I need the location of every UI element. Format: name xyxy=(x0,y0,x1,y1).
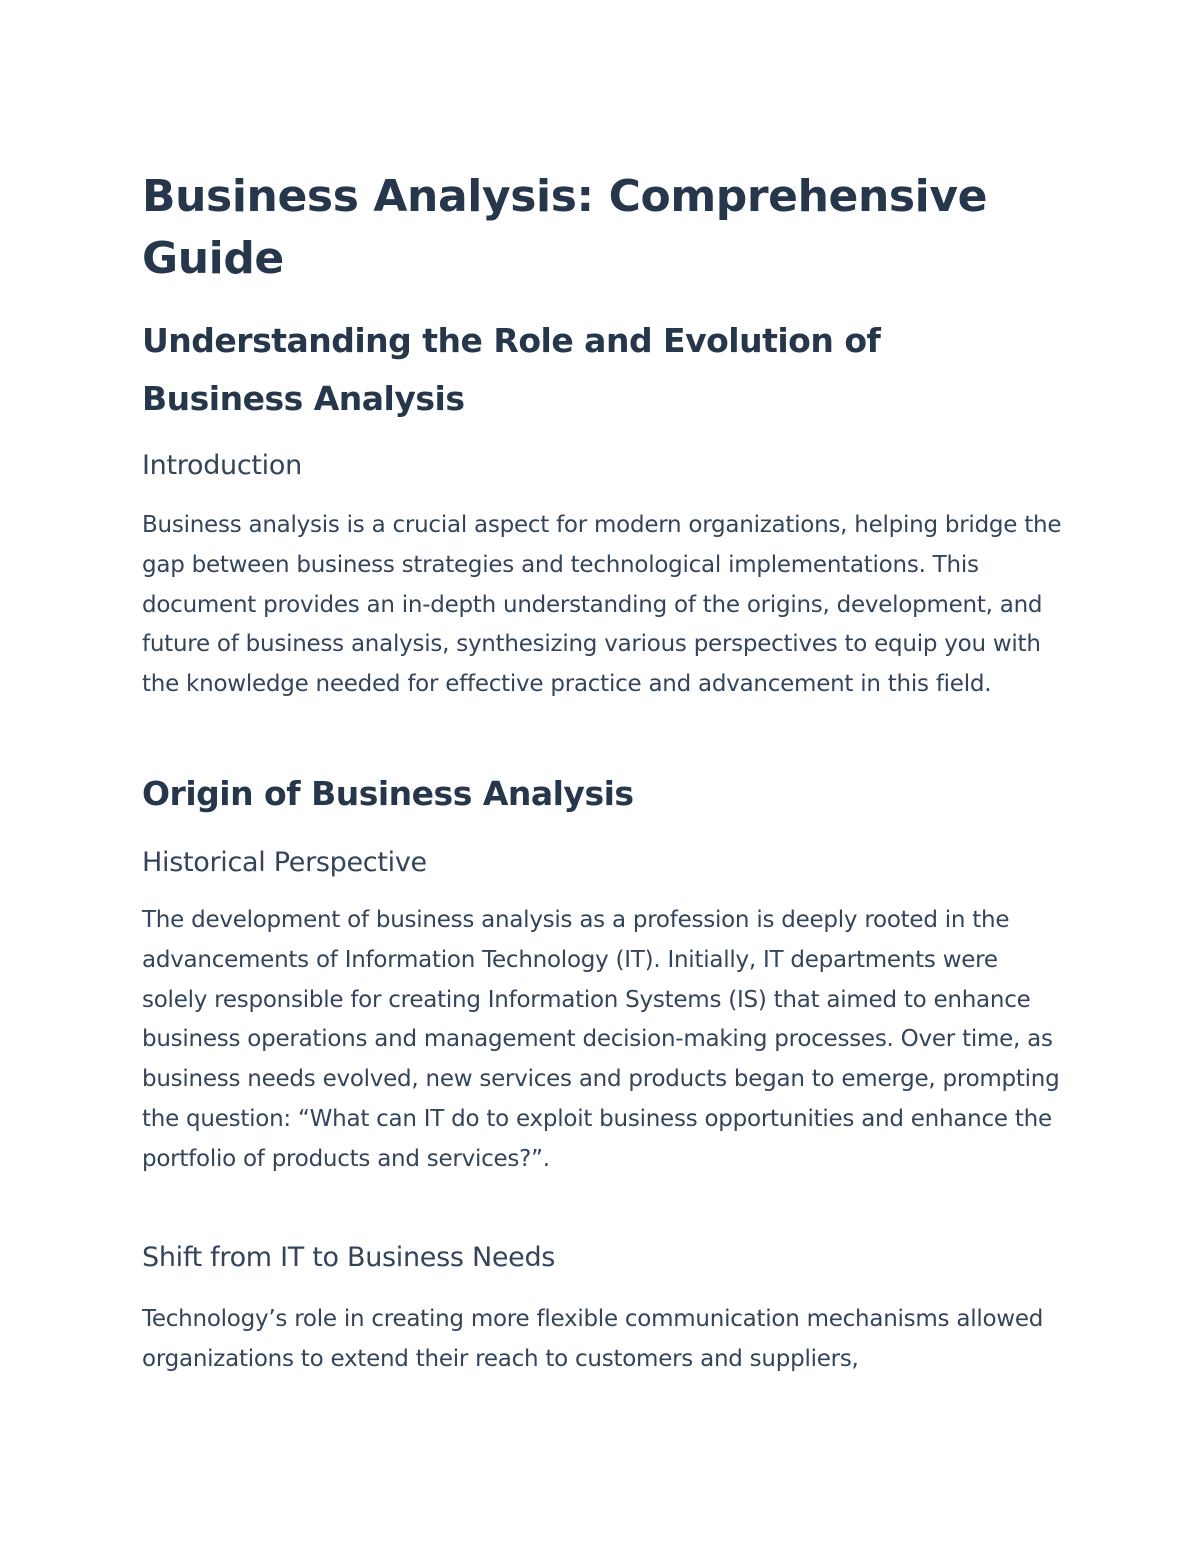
shift-paragraph: Technology’s role in creating more flexible communication mechanisms allowed organizations to extend their reach to customers and suppliers, xyxy=(142,1306,1044,1372)
section-heading-origin: Origin of Business Analysis xyxy=(142,774,634,813)
subsection-heading-shift: Shift from IT to Business Needs xyxy=(142,1242,556,1273)
subsection-heading-historical-perspective: Historical Perspective xyxy=(142,847,427,878)
historical-perspective-paragraph: The development of business analysis as a profession is deeply rooted in the advancements of Information Technology (IT). Initially, IT departments were solely responsible for creating Information Systems (IS) that aimed to enhance business operations and management decision-making processes. Over time, as business needs evolved, new services and products began to emerge, prompting the question: “What can IT do to exploit business opportunities and enhance the portfolio of products and services?”. xyxy=(142,907,1060,1172)
introduction-paragraph: Business analysis is a crucial aspect for modern organizations, helping bridge the gap between business strategies and technological implementations. This document provides an in-depth understanding of the origins, development, and future of business analysis, synthesizing various perspectives to equip you with the knowledge needed for effective practice and advancement in this field. xyxy=(142,512,1062,698)
subsection-heading-introduction: Introduction xyxy=(142,450,302,481)
section-heading-role-evolution: Understanding the Role and Evolution of Business Analysis xyxy=(142,321,881,418)
document-title: Business Analysis: Comprehensive Guide xyxy=(142,171,988,284)
